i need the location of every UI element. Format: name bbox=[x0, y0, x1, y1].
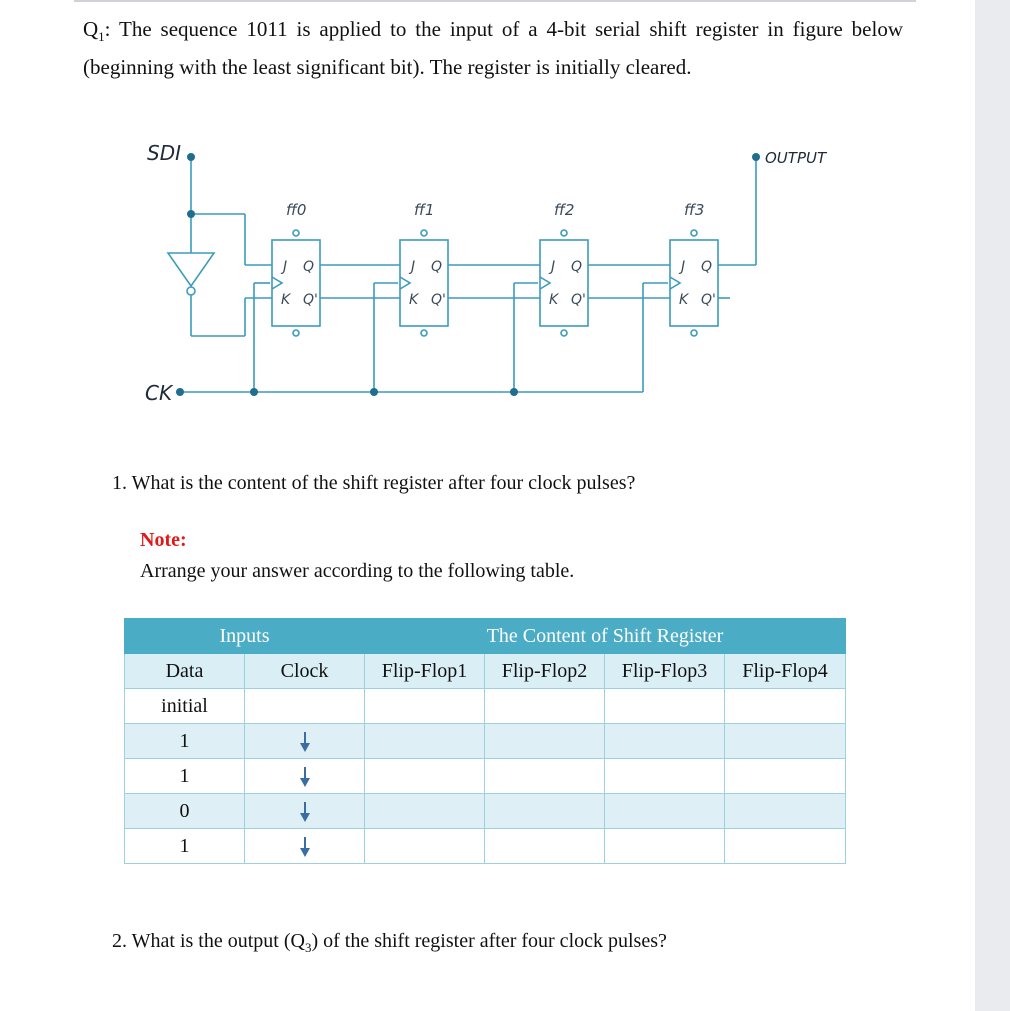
sdi-junction bbox=[187, 210, 195, 218]
sdi-terminal bbox=[187, 153, 195, 161]
ff0-k-pin: K bbox=[281, 292, 291, 308]
ff1-k-pin: K bbox=[409, 292, 419, 308]
column-header-clock: Clock bbox=[245, 654, 365, 689]
down-arrow-icon bbox=[295, 836, 315, 858]
note-text: Arrange your answer according to the following table. bbox=[140, 560, 575, 582]
sdi-label: SDI bbox=[147, 141, 181, 165]
ff2-q-pin: Q bbox=[571, 259, 583, 275]
ff1-j-pin: J bbox=[411, 259, 416, 275]
answer-cell[interactable] bbox=[485, 689, 605, 724]
column-header-data: Data bbox=[125, 654, 245, 689]
ff2-qn-pin: Q' bbox=[571, 292, 586, 308]
answer-cell[interactable] bbox=[485, 759, 605, 794]
shift-register-table bbox=[124, 618, 846, 864]
output-terminal bbox=[752, 153, 760, 161]
ff1-q-pin: Q bbox=[431, 259, 443, 275]
answer-cell[interactable] bbox=[605, 759, 725, 794]
clock-cell bbox=[245, 829, 365, 864]
answer-cell[interactable] bbox=[365, 759, 485, 794]
answer-cell[interactable] bbox=[605, 794, 725, 829]
ff2-label: ff2 bbox=[554, 201, 575, 219]
table-group-header bbox=[125, 619, 846, 654]
answer-cell[interactable] bbox=[365, 829, 485, 864]
note-title: Note: bbox=[140, 529, 187, 551]
clock-terminal bbox=[176, 388, 184, 396]
data-cell: 1 bbox=[125, 829, 245, 864]
ff3-qn-pin: Q' bbox=[701, 292, 716, 308]
column-header-ff2: Flip-Flop2 bbox=[485, 654, 605, 689]
table-row bbox=[125, 759, 846, 794]
inputs-header: Inputs bbox=[125, 619, 365, 654]
answer-cell[interactable] bbox=[365, 689, 485, 724]
table-row bbox=[125, 724, 846, 759]
table-row bbox=[125, 829, 846, 864]
table-row bbox=[125, 689, 846, 724]
ff3-j-pin: J bbox=[681, 259, 686, 275]
ff1-label: ff1 bbox=[414, 201, 435, 219]
clock-cell bbox=[245, 794, 365, 829]
output-label: OUTPUT bbox=[765, 149, 827, 167]
data-cell: initial bbox=[125, 689, 245, 724]
ff3-label: ff3 bbox=[684, 201, 705, 219]
ff2-k-pin: K bbox=[549, 292, 559, 308]
clock-junction-0 bbox=[250, 388, 258, 396]
ff1-qn-pin: Q' bbox=[431, 292, 446, 308]
ff0-qn-pin: Q' bbox=[303, 292, 318, 308]
ff3-k-pin: K bbox=[679, 292, 689, 308]
answer-cell[interactable] bbox=[725, 724, 846, 759]
clock-cell bbox=[245, 759, 365, 794]
table-row bbox=[125, 794, 846, 829]
answer-cell[interactable] bbox=[605, 829, 725, 864]
item-1-question: 1. What is the content of the shift register after four clock pulses? bbox=[112, 472, 636, 494]
content-header: The Content of Shift Register bbox=[365, 619, 846, 654]
answer-cell[interactable] bbox=[485, 794, 605, 829]
ff3-q-pin: Q bbox=[701, 259, 713, 275]
answer-cell[interactable] bbox=[365, 794, 485, 829]
answer-cell[interactable] bbox=[725, 794, 846, 829]
ff0-j-pin: J bbox=[283, 259, 288, 275]
item-2-before: 2. What is the output (Q bbox=[112, 930, 305, 952]
ff0-label: ff0 bbox=[286, 201, 307, 219]
down-arrow-icon bbox=[295, 731, 315, 753]
clock-junction-2 bbox=[510, 388, 518, 396]
item-2-after: ) of the shift register after four clock pulses? bbox=[311, 930, 667, 952]
question-label: Q bbox=[83, 17, 99, 41]
answer-cell[interactable] bbox=[605, 689, 725, 724]
clock-junction-1 bbox=[370, 388, 378, 396]
down-arrow-icon bbox=[295, 766, 315, 788]
clock-cell bbox=[245, 689, 365, 724]
item-2-question bbox=[112, 928, 667, 961]
data-cell: 1 bbox=[125, 724, 245, 759]
column-header-ff4: Flip-Flop4 bbox=[725, 654, 846, 689]
answer-cell[interactable] bbox=[725, 829, 846, 864]
answer-cell[interactable] bbox=[365, 724, 485, 759]
ff2-j-pin: J bbox=[551, 259, 556, 275]
down-arrow-icon bbox=[295, 801, 315, 823]
shift-register-circuit bbox=[0, 0, 1010, 470]
answer-cell[interactable] bbox=[485, 724, 605, 759]
question-label-sub: 1 bbox=[98, 29, 105, 45]
data-cell: 1 bbox=[125, 759, 245, 794]
clock-label: CK bbox=[145, 381, 173, 405]
answer-cell[interactable] bbox=[485, 829, 605, 864]
question-body: : The sequence 1011 is applied to the input of a 4-bit serial shift register in figure below (beginning with the least significant bit). The register is initially cleared. bbox=[83, 17, 903, 80]
answer-cell[interactable] bbox=[605, 724, 725, 759]
ff0-q-pin: Q bbox=[303, 259, 315, 275]
column-header-ff3: Flip-Flop3 bbox=[605, 654, 725, 689]
answer-cell[interactable] bbox=[725, 689, 846, 724]
column-header-ff1: Flip-Flop1 bbox=[365, 654, 485, 689]
item-2-sub: 3 bbox=[304, 940, 312, 955]
data-cell: 0 bbox=[125, 794, 245, 829]
table-column-header bbox=[125, 654, 846, 689]
answer-cell[interactable] bbox=[725, 759, 846, 794]
clock-cell bbox=[245, 724, 365, 759]
